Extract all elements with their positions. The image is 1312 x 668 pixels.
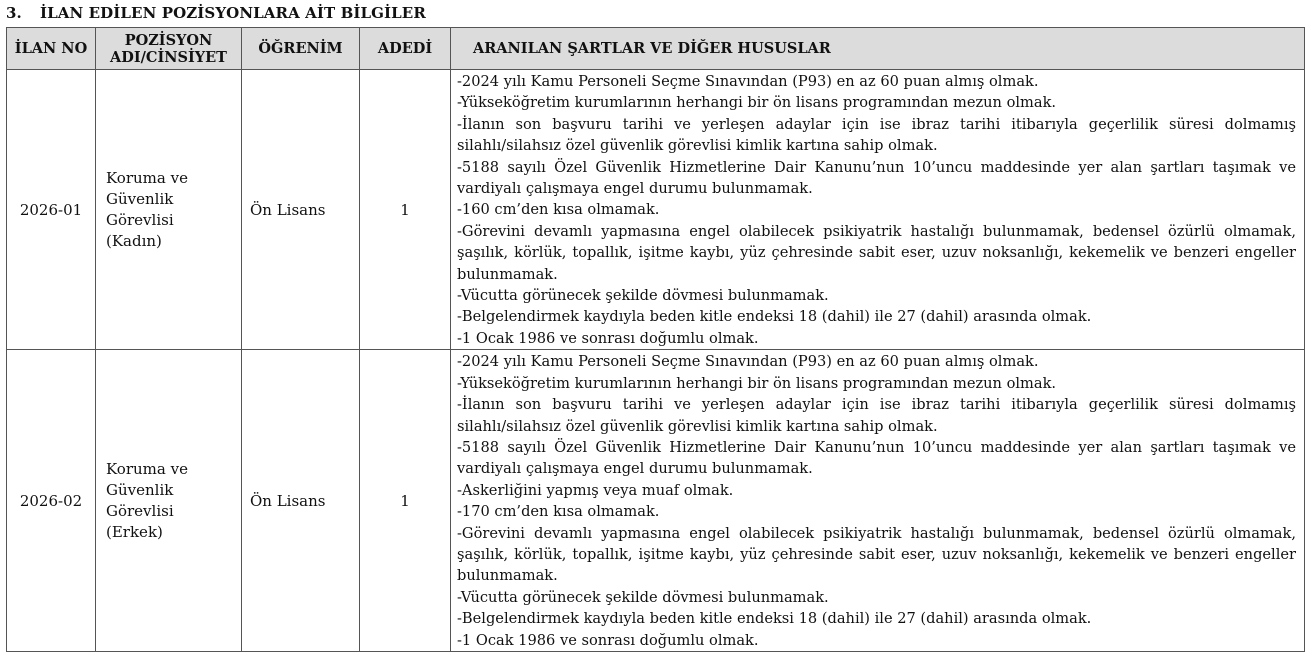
header-adedi: ADEDİ <box>360 28 451 70</box>
requirement-item: -2024 yılı Kamu Personeli Seçme Sınavından (P93) en az 60 puan almış olmak. <box>457 73 1039 90</box>
requirement-item: -Yükseköğretim kurumlarının herhangi bir ön lisans programından mezun olmak. <box>457 94 1057 112</box>
position-line: (Erkek) <box>106 522 163 541</box>
table-row <box>7 350 1305 652</box>
requirement-item: -2024 yılı Kamu Personeli Seçme Sınavından (P93) en az 60 puan almış olmak. <box>457 353 1039 371</box>
requirement-item: -1 Ocak 1986 ve sonrası doğumlu olmak. <box>457 631 759 649</box>
header-pozisyon-line2: ADI/CİNSİYET <box>110 48 227 66</box>
requirement-item: -İlanın son başvuru tarihi ve yerleşen adaylar için ise ibraz tarihi itibarıyla geçerlilik süresi dolmamış silahlı/silahsız özel güvenlik görevlisi kimlik kartına sahip olmak. <box>457 115 1296 155</box>
header-pozisyon <box>96 28 242 70</box>
count-cell: 1 <box>360 350 451 652</box>
education-cell: Ön Lisans <box>242 350 360 652</box>
count-cell: 1 <box>360 70 451 350</box>
position-cell <box>96 350 242 652</box>
requirements-cell <box>451 350 1305 652</box>
section-heading <box>6 4 426 22</box>
table-row <box>7 70 1305 350</box>
requirement-item: -Belgelendirmek kaydıyla beden kitle endeksi 18 (dahil) ile 27 (dahil) arasında olmak. <box>457 308 1092 326</box>
table-header-row <box>7 28 1305 70</box>
header-sartlar: ARANILAN ŞARTLAR VE DİĞER HUSUSLAR <box>451 28 1305 70</box>
requirement-item: -İlanın son başvuru tarihi ve yerleşen adaylar için ise ibraz tarihi itibarıyla geçerlilik süresi dolmamış silahlı/silahsız özel güvenlik görevlisi kimlik kartına sahip olmak. <box>457 396 1296 435</box>
requirement-item: -5188 sayılı Özel Güvenlik Hizmetlerine Dair Kanunu’nun 10’uncu maddesinde yer alan şartları taşımak ve vardiyalı çalışmaya engel durumu bulunmamak. <box>457 158 1296 198</box>
position-cell <box>96 70 242 350</box>
requirement-item: -Görevini devamlı yapmasına engel olabilecek psikiyatrik hastalığı bulunmamak, bedensel özürlü olmamak, şaşılık, körlük, topallık, işitme kaybı, yüz çehresinde sabit eser, uzuv noksanlığı, kekemelik ve benzeri engeller bulunmamak. <box>457 524 1296 585</box>
header-ogrenim: ÖĞRENİM <box>242 28 360 70</box>
ilan-no-cell: 2026-01 <box>7 70 96 350</box>
education-cell: Ön Lisans <box>242 70 360 350</box>
position-line: Görevlisi <box>106 501 174 520</box>
requirements-cell <box>451 70 1305 350</box>
position-line: Koruma ve <box>106 168 188 187</box>
ilan-no-cell: 2026-02 <box>7 350 96 652</box>
position-line: (Kadın) <box>106 231 162 250</box>
requirement-item: -Belgelendirmek kaydıyla beden kitle endeksi 18 (dahil) ile 27 (dahil) arasında olmak. <box>457 610 1092 628</box>
position-line: Güvenlik <box>106 480 174 499</box>
header-pozisyon-line1: POZİSYON <box>124 31 213 49</box>
requirement-item: -Vücutta görünecek şekilde dövmesi bulunmamak. <box>457 588 829 606</box>
header-ilan-no: İLAN NO <box>7 28 96 70</box>
requirement-item: -Yükseköğretim kurumlarının herhangi bir ön lisans programından mezun olmak. <box>457 374 1057 392</box>
requirement-item: -1 Ocak 1986 ve sonrası doğumlu olmak. <box>457 329 759 347</box>
requirement-item: -Askerliğini yapmış veya muaf olmak. <box>457 481 734 499</box>
position-line: Güvenlik <box>106 189 174 208</box>
position-line: Koruma ve <box>106 459 188 478</box>
section-title: İLAN EDİLEN POZİSYONLARA AİT BİLGİLER <box>40 4 426 22</box>
positions-table <box>6 27 1305 652</box>
requirement-item: -170 cm’den kısa olmamak. <box>457 503 660 521</box>
requirement-item: -Görevini devamlı yapmasına engel olabilecek psikiyatrik hastalığı bulunmamak, bedensel özürlü olmamak, şaşılık, körlük, topallık, işitme kaybı, yüz çehresinde sabit eser, uzuv noksanlığı, kekemelik ve benzeri engeller bulunmamak. <box>457 222 1296 283</box>
requirement-item: -5188 sayılı Özel Güvenlik Hizmetlerine Dair Kanunu’nun 10’uncu maddesinde yer alan şartları taşımak ve vardiyalı çalışmaya engel durumu bulunmamak. <box>457 438 1296 478</box>
requirement-item: -160 cm’den kısa olmamak. <box>457 201 660 219</box>
position-line: Görevlisi <box>106 210 174 229</box>
requirement-item: -Vücutta görünecek şekilde dövmesi bulunmamak. <box>457 287 829 305</box>
section-number: 3. <box>6 4 22 22</box>
